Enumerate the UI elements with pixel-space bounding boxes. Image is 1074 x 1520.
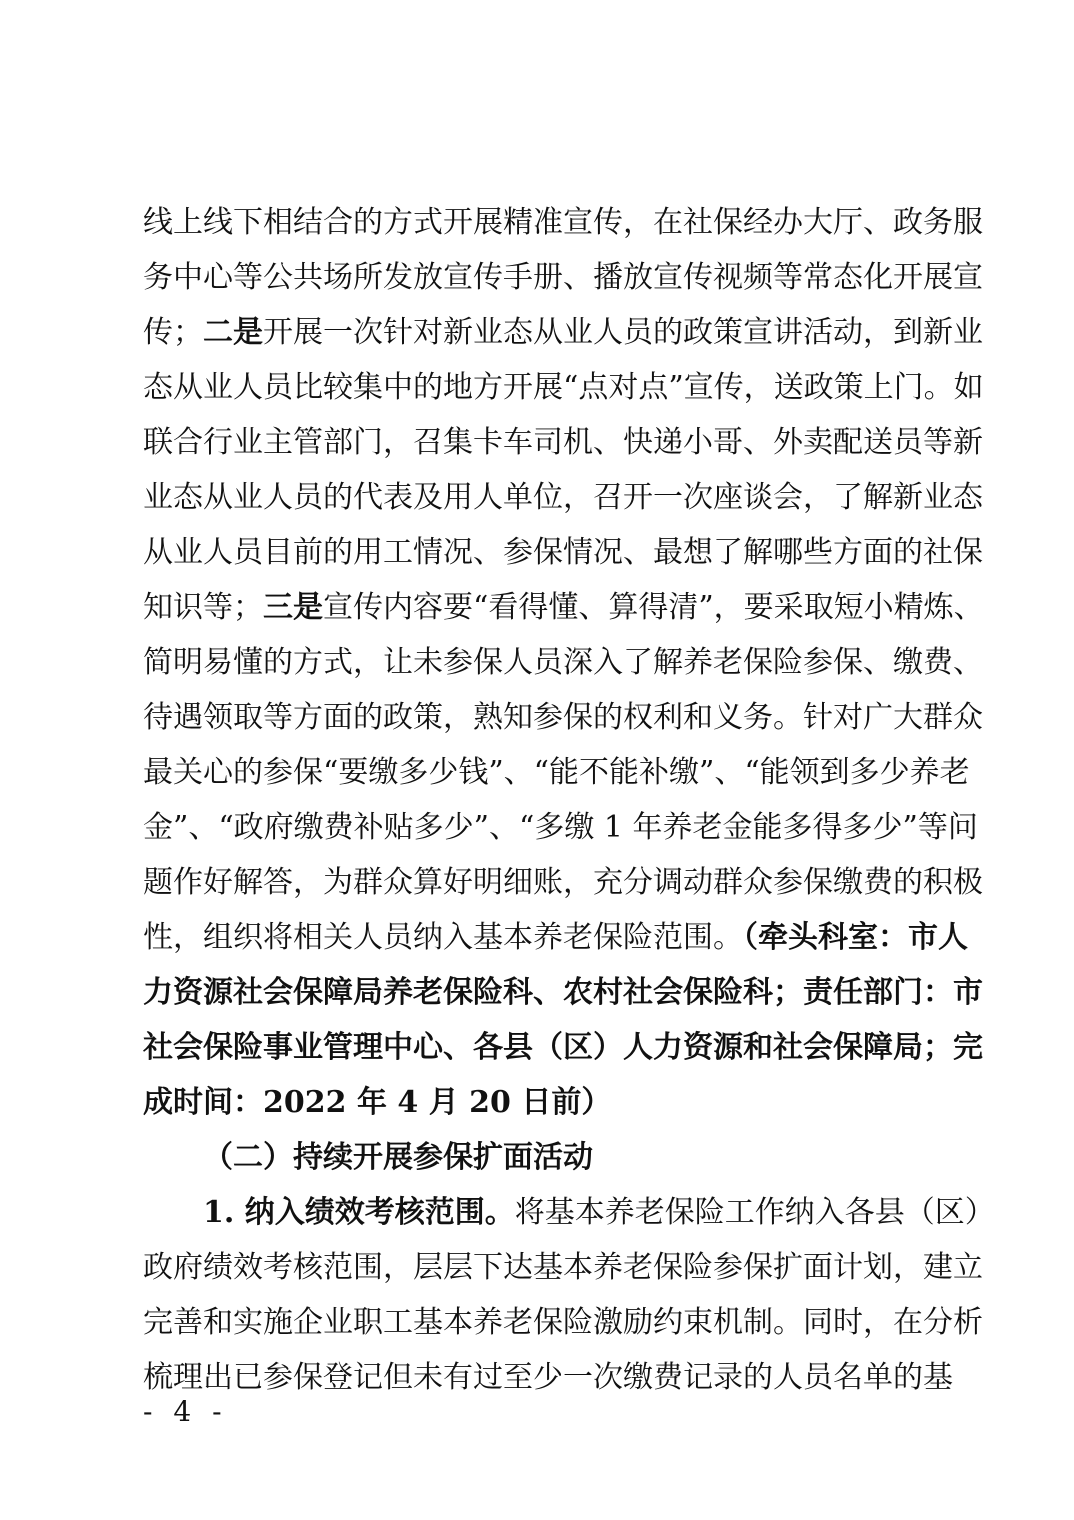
completion-time-text: 成时间：2022 年 4 月 20 日前）	[143, 1085, 612, 1120]
body-line-1	[143, 195, 983, 251]
text-segment: 完善和实施企业职工基本养老保险激励约束机制。同时，在分析	[143, 1305, 983, 1340]
body-line-17	[143, 1075, 943, 1131]
text-segment: 梳理出已参保登记但未有过至少一次缴费记录的人员名单的基	[143, 1360, 953, 1395]
body-line-11	[143, 745, 970, 801]
bold-marker-third: 三是	[263, 590, 323, 625]
responsibility-note-text: 社会保险事业管理中心、各县（区）人力资源和社会保障局；完	[143, 1030, 983, 1065]
body-line-20	[143, 1240, 983, 1296]
text-segment: 联合行业主管部门，召集卡车司机、快递小哥、外卖配送员等新	[143, 425, 983, 460]
body-line-4	[143, 360, 984, 416]
text-segment: 题作好解答，为群众算好明细账，充分调动群众参保缴费的积极	[143, 865, 983, 900]
text-segment: 线上线下相结合的方式开展精准宣传，在社保经办大厅、政务服	[143, 205, 983, 240]
section-heading-text: （二）持续开展参保扩面活动	[203, 1140, 593, 1175]
text-segment: 最关心的参保“要缴多少钱”、“能不能补缴”、“能领到多少养老	[143, 755, 970, 790]
body-line-12	[143, 800, 978, 856]
body-line-16	[143, 1020, 983, 1076]
body-line-19	[203, 1185, 995, 1241]
body-line-6	[143, 470, 983, 526]
body-line-14	[143, 910, 968, 966]
text-segment: 从业人员目前的用工情况、参保情况、最想了解哪些方面的社保	[143, 535, 983, 570]
text-segment: 态从业人员比较集中的地方开展“点对点”宣传，送政策上门。如	[143, 370, 984, 405]
body-line-3	[143, 305, 983, 361]
text-segment: 政府绩效考核范围，层层下达基本养老保险参保扩面计划，建立	[143, 1250, 983, 1285]
body-line-8	[143, 580, 984, 636]
body-line-15	[143, 965, 983, 1021]
text-segment: 性，组织将相关人员纳入基本养老保险范围。	[143, 920, 743, 955]
text-segment: 知识等；	[143, 590, 263, 625]
section-heading	[203, 1130, 943, 1186]
page-number: - 4 -	[143, 1395, 228, 1428]
body-line-9	[143, 635, 983, 691]
body-line-2	[143, 250, 983, 306]
text-segment: 待遇领取等方面的政策，熟知参保的权利和义务。针对广大群众	[143, 700, 983, 735]
text-segment: 开展一次针对新业态从业人员的政策宣讲活动，到新业	[263, 315, 983, 350]
text-segment: 简明易懂的方式，让未参保人员深入了解养老保险参保、缴费、	[143, 645, 983, 680]
bold-marker-second: 二是	[203, 315, 263, 350]
text-segment: 将基本养老保险工作纳入各县（区）	[514, 1195, 995, 1230]
text-segment: 业态从业人员的代表及用人单位，召开一次座谈会，了解新业态	[143, 480, 983, 515]
text-segment: 金”、“政府缴费补贴多少”、“多缴 1 年养老金能多得多少”等问	[143, 810, 978, 845]
body-line-5	[143, 415, 983, 471]
responsibility-note-start: （牵头科室：市人	[743, 920, 968, 955]
body-line-10	[143, 690, 983, 746]
subsection-title: 1. 纳入绩效考核范围。	[203, 1195, 515, 1230]
body-line-22	[143, 1350, 953, 1406]
responsibility-note-text: 力资源社会保障局养老保险科、农村社会保险科；责任部门：市	[143, 975, 983, 1010]
text-segment: 宣传内容要“看得懂、算得清”，要采取短小精炼、	[323, 590, 984, 625]
text-segment: 传；	[143, 315, 203, 350]
body-line-13	[143, 855, 983, 911]
body-line-7	[143, 525, 983, 581]
text-segment: 务中心等公共场所发放宣传手册、播放宣传视频等常态化开展宣	[143, 260, 983, 295]
body-line-21	[143, 1295, 983, 1351]
